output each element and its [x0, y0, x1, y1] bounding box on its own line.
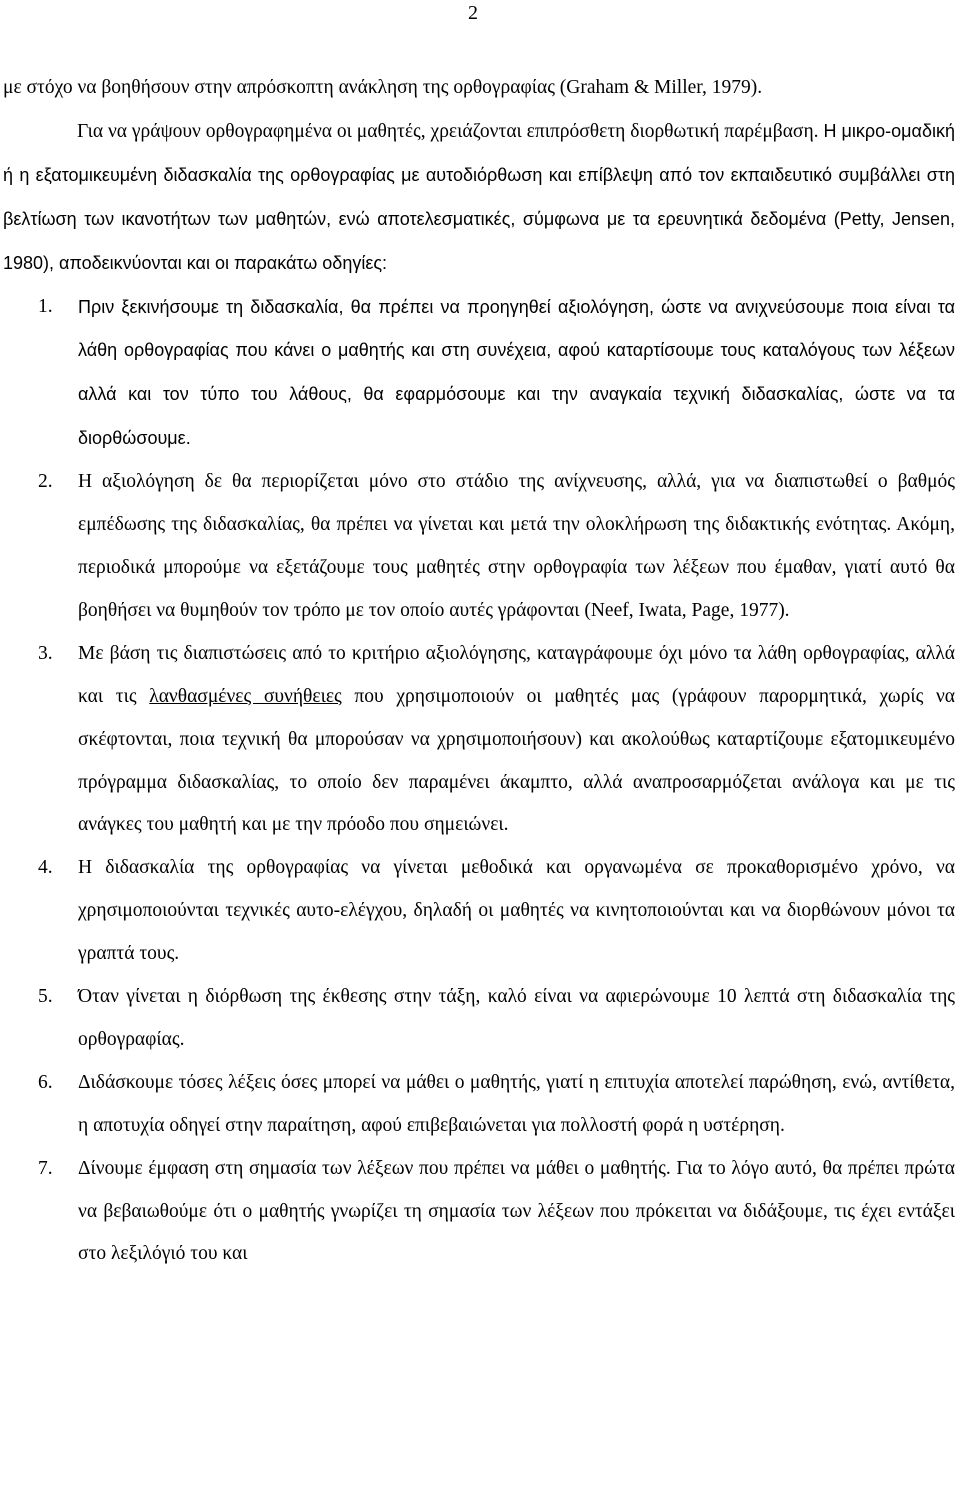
list-item-text: Όταν γίνεται η διόρθωση της έκθεσης στην τάξη, καλό είναι να αφιερώνουμε 10 λεπτά στη διδασκαλία της ορθογραφίας.	[78, 986, 955, 1050]
guidelines-list	[3, 286, 955, 1277]
list-item	[3, 1062, 955, 1148]
list-item-text: Με βάση τις διαπιστώσεις από το κριτήριο αξιολόγησης, καταγράφουμε όχι μόνο τα λάθη ορθογραφίας, αλλά και τις	[78, 642, 955, 707]
list-number: 6.	[38, 1071, 53, 1093]
list-number: 7.	[38, 1157, 53, 1179]
list-item-text: Η αξιολόγηση δε θα περιορίζεται μόνο στο στάδιο της ανίχνευσης, αλλά, για να διαπιστωθεί ο βαθμός εμπέδωσης της διδασκαλίας, θα πρέπει να γίνεται και μετά την ολοκλήρωση της διδακτικής ενότητας. Ακόμη, περιοδικά μπορούμε να εξετάζουμε τους μαθητές στην ορθογραφία των λέξεων που έμαθαν, γιατί αυτό θα βοηθήσει να θυμηθούν τον τρόπο με τον οποίο αυτές γράφονται (Neef, Iwata, Page, 1977).	[78, 471, 955, 621]
list-item	[3, 1148, 955, 1277]
list-item	[3, 847, 955, 976]
list-item-text: Δίνουμε έμφαση στη σημασία των λέξεων που πρέπει να μάθει ο μαθητής. Για το λόγο αυτό, θα πρέπει πρώτα να βεβαιωθούμε ότι ο μαθητής γνωρίζει τη σημασία των λέξεων που πρόκειται να διδάξουμε, τις έχει εντάξει στο λεξιλόγιό του και	[78, 1157, 955, 1265]
list-number: 1.	[38, 295, 53, 317]
intro-paragraph-2-sans: Η μικρο-ομαδική ή η εξατομικευμένη διδασκαλία της ορθογραφίας με αυτοδιόρθωση και επίβλεψη από τον εκπαιδευτικό συμβάλλει στη βελτίωση των ικανοτήτων των μαθητών, ενώ αποτελεσματικές, σύμφωνα με τα ερευνητικά δεδομένα (Petty, Jensen, 1980), αποδεικνύονται και οι παρακάτω οδηγίες:	[3, 120, 955, 273]
list-item-text: Η διδασκαλία της ορθογραφίας να γίνεται μεθοδικά και οργανωμένα σε προκαθορισμένο χρόνο, να χρησιμοποιούνται τεχνικές αυτο-ελέγχου, δηλαδή οι μαθητές να κινητοποιούνται και να διορθώνουν μόνοι τα γραπτά τους.	[78, 857, 955, 965]
list-item-text: Διδάσκουμε τόσες λέξεις όσες μπορεί να μάθει ο μαθητής, γιατί η επιτυχία αποτελεί παρώθηση, ενώ, αντίθετα, η αποτυχία οδηγεί στην παραίτηση, αφού επιβεβαιώνεται για πολλοστή φορά η υστέρηση.	[78, 1071, 955, 1136]
list-number: 5.	[38, 986, 53, 1008]
intro-paragraph-2	[3, 110, 955, 286]
document-body	[3, 67, 955, 1276]
page-number: 2	[468, 2, 478, 24]
list-item	[3, 633, 955, 848]
list-item	[3, 286, 955, 462]
list-item	[3, 461, 955, 633]
list-item-text-cont: που χρησιμοποιούν οι μαθητές μας (γράφουν παρορμητικά, χωρίς να σκέφτονται, ποια τεχνική θα μπορούσαν να χρησιμοποιήσουν) και ακολούθως καταρτίζουμε εξατομικευμένο πρόγραμμα διδασκαλίας, το οποίο δεν παραμένει άκαμπτο, αλλά αναπροσαρμόζεται ανάλογα και με τις ανάγκες του μαθητή και με την πρόοδο που σημειώνει.	[78, 685, 955, 836]
list-number: 3.	[38, 642, 53, 664]
intro-paragraph-2-serif: Για να γράψουν ορθογραφημένα οι μαθητές, χρειάζονται επιπρόσθετη διορθωτική παρέμβαση.	[77, 120, 819, 142]
intro-paragraph-1: με στόχο να βοηθήσουν στην απρόσκοπτη ανάκληση της ορθογραφίας (Graham & Miller, 1979).	[3, 77, 763, 98]
list-item-text: Πριν ξεκινήσουμε τη διδασκαλία, θα πρέπει να προηγηθεί αξιολόγηση, ώστε να ανιχνεύσουμε ποια είναι τα λάθη ορθογραφίας που κάνει ο μαθητής και στη συνέχεια, αφού καταρτίσουμε τους καταλόγους των λέξεων αλλά και τον τύπο του λάθους, θα εφαρμόσουμε και την αναγκαία τεχνική διδασκαλίας, ώστε να τα διορθώσουμε.	[78, 296, 955, 449]
underlined-phrase: λανθασμένες συνήθειες	[149, 685, 342, 707]
list-item	[3, 976, 955, 1062]
list-number: 2.	[38, 471, 53, 493]
list-number: 4.	[38, 857, 53, 879]
